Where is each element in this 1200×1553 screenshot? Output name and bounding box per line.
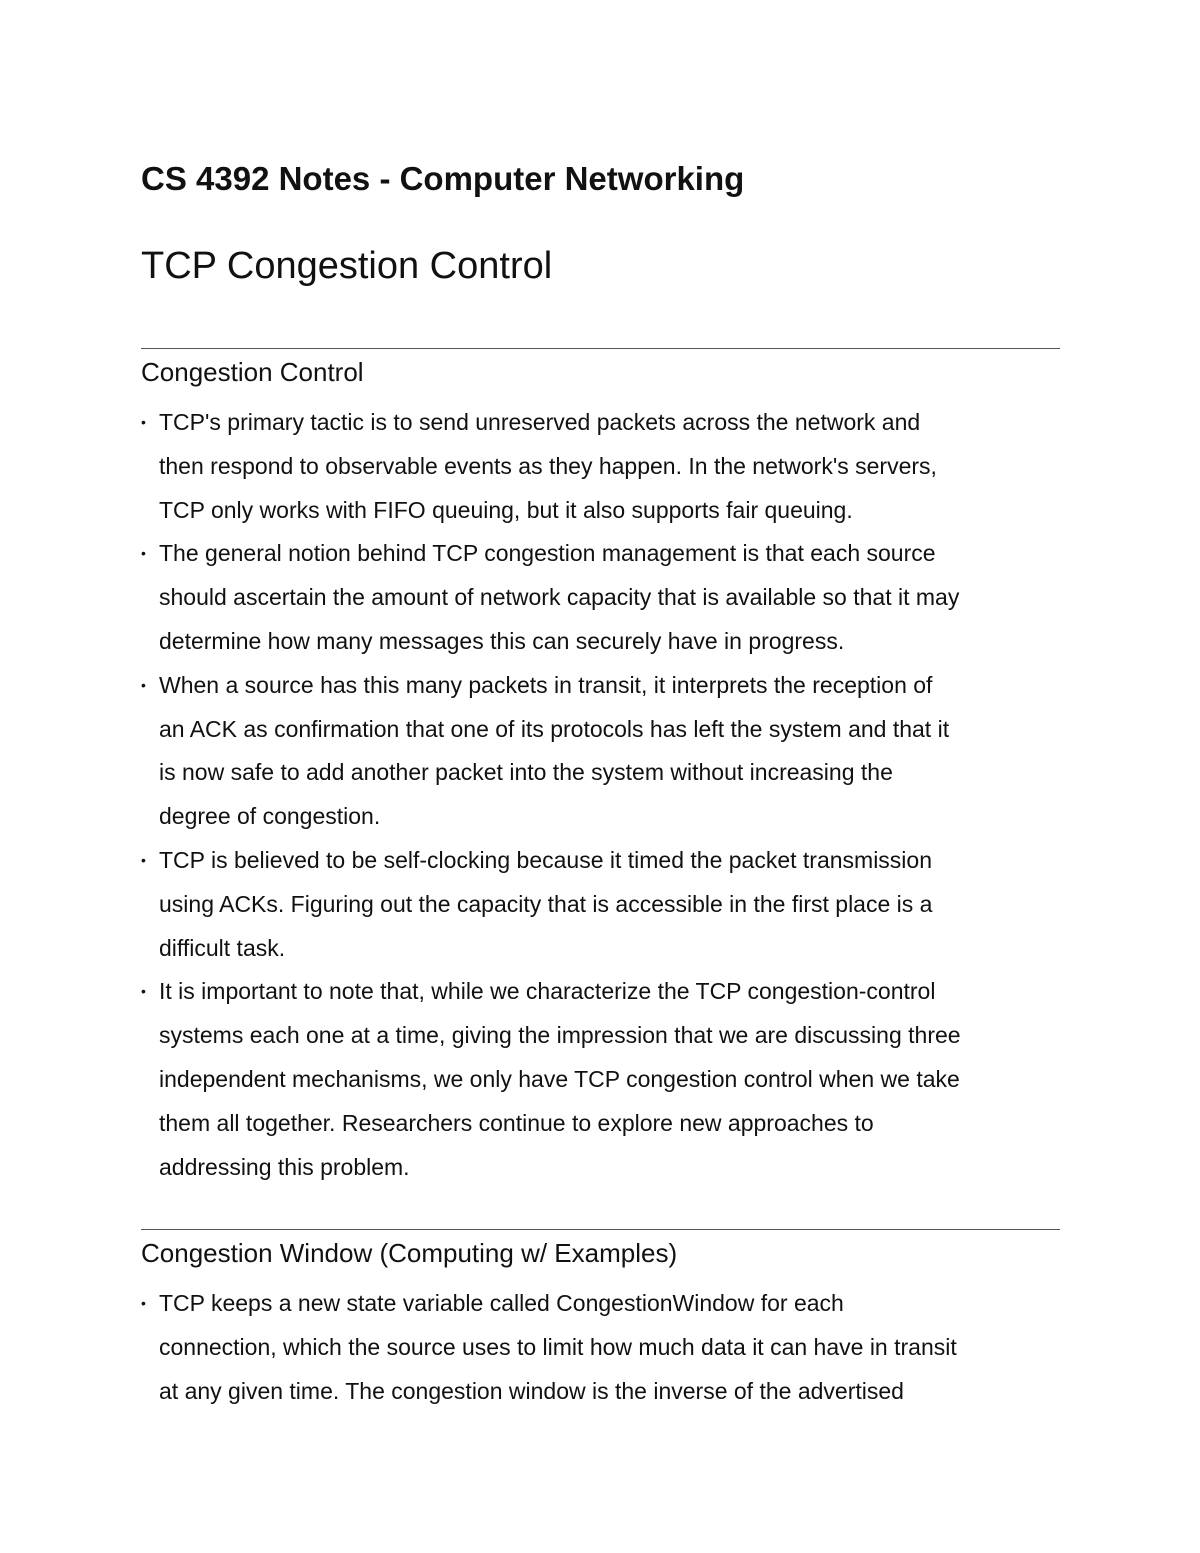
bullet-list [141, 401, 1060, 1189]
list-item [141, 664, 1060, 839]
document-subtitle: TCP Congestion Control [141, 245, 553, 287]
bullet-icon: • [141, 851, 146, 868]
document-title: CS 4392 Notes - Computer Networking [141, 160, 745, 197]
bullet-icon: • [141, 983, 146, 1000]
bullet-icon: • [141, 1295, 146, 1311]
list-item [141, 839, 1060, 970]
list-item [141, 401, 1060, 532]
bullet-icon: • [141, 414, 146, 430]
list-item-text: When a source has this many packets in transit, it interprets the reception of an ACK as confirmation that one of its protocols has left the system and that it is now safe to add another packet into the system without increasing the degree of congestion. [159, 671, 950, 830]
list-item-text: It is important to note that, while we characterize the TCP congestion-control systems each one at a time, giving the impression that we are discussing three independent mechanisms, we only have TCP congestion control when we take them all together. Researchers continue to explore new approaches to addressing this problem. [159, 978, 961, 1180]
list-item-text: TCP's primary tactic is to send unreserved packets across the network and then respond to observable events as they happen. In the network's servers, TCP only works with FIFO queuing, but it also supports fair queuing. [159, 409, 937, 523]
list-item-text: The general notion behind TCP congestion management is that each source should ascertain the amount of network capacity that is available so that it may determine how many messages this can securely have in progress. [159, 540, 960, 654]
list-item-text: TCP is believed to be self-clocking because it timed the packet transmission using ACKs. Figuring out the capacity that is accessible in the first place is a difficult task. [159, 846, 933, 961]
bullet-icon: • [141, 545, 146, 562]
list-item [141, 970, 1060, 1189]
section-congestion-window [141, 1229, 1060, 1413]
section-congestion-control [141, 348, 1060, 1189]
bullet-list [141, 1282, 1060, 1413]
bullet-icon: • [141, 676, 146, 693]
section-heading: Congestion Window (Computing w/ Examples) [141, 1238, 678, 1268]
list-item [141, 532, 1060, 663]
section-divider [141, 1229, 1060, 1230]
list-item-text: TCP keeps a new state variable called CongestionWindow for each connection, which the source uses to limit how much data it can have in transit at any given time. The congestion window is the inverse of the advertised [159, 1290, 957, 1404]
section-divider [141, 348, 1060, 349]
list-item [141, 1282, 1060, 1413]
section-heading: Congestion Control [141, 357, 364, 387]
